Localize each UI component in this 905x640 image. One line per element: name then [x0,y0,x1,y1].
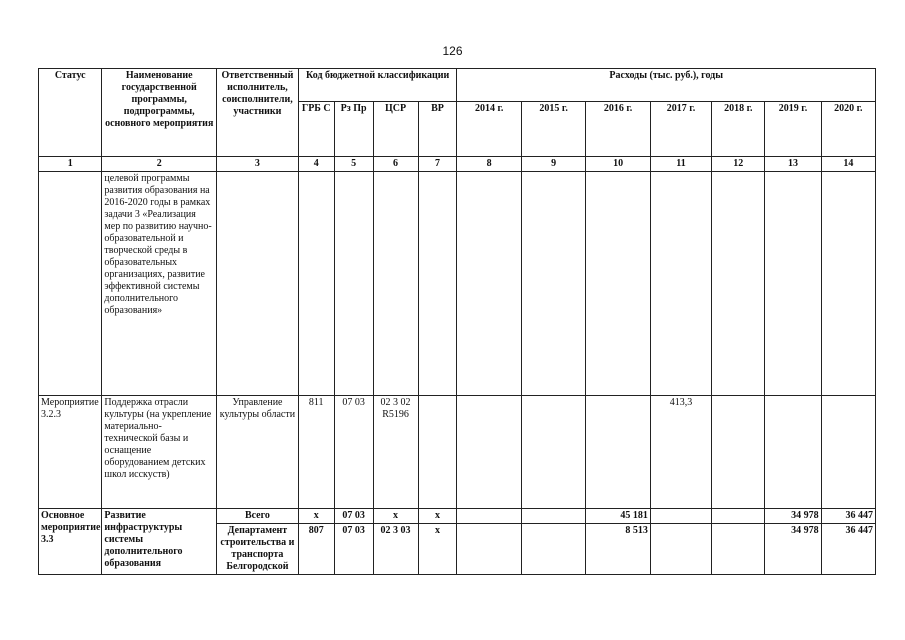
value-2015 [521,396,585,509]
rzpr-cell: 07 03 [334,396,373,509]
responsible-cell: Всего [217,509,299,524]
header-expenses: Расходы (тыс. руб.), годы [457,69,876,102]
header-year-2014: 2014 г. [457,102,521,157]
name-cell: Развитие инфраструктуры системы дополнительного образования [102,509,217,575]
column-number: 2 [102,157,217,172]
table-row [39,509,876,524]
value-2020: 36 447 [821,509,875,524]
header-year-2018: 2018 г. [712,102,765,157]
column-number: 9 [521,157,585,172]
column-number: 3 [217,157,299,172]
csr-cell: 02 3 03 [373,524,418,575]
rzpr-cell: 07 03 [334,524,373,575]
column-number: 12 [712,157,765,172]
value-2014 [457,172,521,396]
value-2018 [712,172,765,396]
vr-cell [418,172,457,396]
value-2014 [457,524,521,575]
status-cell [39,172,102,396]
value-2016: 8 513 [586,524,650,575]
column-number: 8 [457,157,521,172]
responsible-cell: Департамент строительства и транспорта Белгородской [217,524,299,575]
rzpr-cell: 07 03 [334,509,373,524]
table-row [39,396,876,509]
value-2018 [712,524,765,575]
header-vr: ВР [418,102,457,157]
header-year-2015: 2015 г. [521,102,585,157]
budget-table [38,68,876,575]
column-number: 6 [373,157,418,172]
value-2019 [765,396,821,509]
vr-cell: х [418,524,457,575]
column-number: 7 [418,157,457,172]
rzpr-cell [334,172,373,396]
value-2020 [821,172,875,396]
value-2020 [821,396,875,509]
header-name: Наименование государственной программы, подпрограммы, основного мероприятия [102,69,217,157]
value-2015 [521,524,585,575]
responsible-cell: Управление культуры области [217,396,299,509]
header-rzpr: Рз Пр [334,102,373,157]
header-status: Статус [39,69,102,157]
value-2014 [457,396,521,509]
csr-cell: х [373,509,418,524]
csr-cell: 02 3 02 R5196 [373,396,418,509]
name-cell: целевой программы развития образования на 2016-2020 годы в рамках задачи 3 «Реализация мер по развитию научно-образовательной и творческой среды в образовательных организациях, развитие эффективной системы дополнительного образования» [102,172,217,396]
header-year-2017: 2017 г. [650,102,711,157]
grbs-cell: 807 [298,524,334,575]
value-2019: 34 978 [765,509,821,524]
value-2019 [765,172,821,396]
column-number: 10 [586,157,650,172]
header-csr: ЦСР [373,102,418,157]
column-number: 11 [650,157,711,172]
column-number: 5 [334,157,373,172]
name-cell: Поддержка отрасли культуры (на укрепление материально-технической базы и оснащение оборудованием детских школ исскуств) [102,396,217,509]
value-2019: 34 978 [765,524,821,575]
page-number: 126 [442,44,463,58]
column-number: 13 [765,157,821,172]
value-2016: 45 181 [586,509,650,524]
vr-cell: х [418,509,457,524]
header-responsible: Ответственный исполнитель, соисполнители, участники [217,69,299,157]
status-cell: Основное мероприятие 3.3 [39,509,102,575]
value-2018 [712,396,765,509]
value-2018 [712,509,765,524]
value-2020: 36 447 [821,524,875,575]
value-2016 [586,172,650,396]
column-number: 14 [821,157,875,172]
vr-cell [418,396,457,509]
value-2014 [457,509,521,524]
column-number-row [39,157,876,172]
value-2015 [521,509,585,524]
header-grbs: ГРБ С [298,102,334,157]
header-year-2019: 2019 г. [765,102,821,157]
column-number: 1 [39,157,102,172]
value-2017: 413,3 [650,396,711,509]
value-2016 [586,396,650,509]
header-year-2016: 2016 г. [586,102,650,157]
header-budget-code: Код бюджетной классификации [298,69,457,102]
grbs-cell: х [298,509,334,524]
status-cell: Мероприятие 3.2.3 [39,396,102,509]
grbs-cell: 811 [298,396,334,509]
value-2017 [650,172,711,396]
header-year-2020: 2020 г. [821,102,875,157]
value-2017 [650,524,711,575]
grbs-cell [298,172,334,396]
responsible-cell [217,172,299,396]
value-2017 [650,509,711,524]
column-number: 4 [298,157,334,172]
csr-cell [373,172,418,396]
value-2015 [521,172,585,396]
table-row [39,172,876,396]
